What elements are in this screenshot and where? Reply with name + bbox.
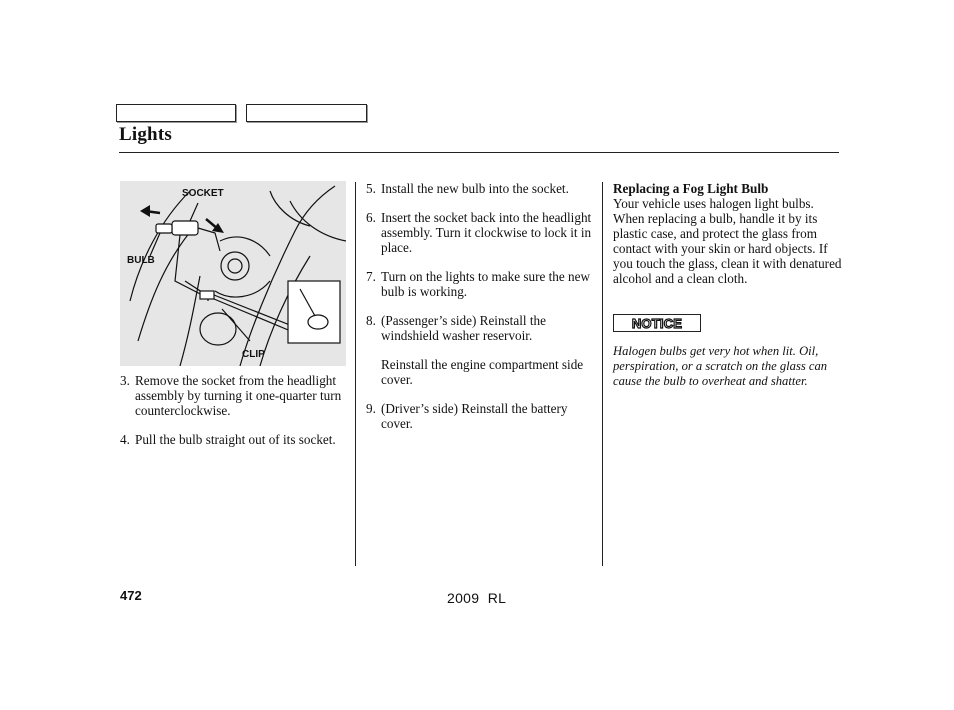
nav-tab-next[interactable] — [246, 104, 367, 122]
clip-label: CLIP — [242, 349, 265, 360]
step-text: Install the new bulb into the socket. — [381, 181, 569, 196]
column-divider-1 — [355, 182, 356, 566]
step-4 — [120, 432, 352, 447]
fog-light-section — [613, 181, 845, 286]
step-number: 3. — [120, 373, 130, 388]
step-number: 6. — [366, 210, 376, 225]
page-number: 472 — [120, 588, 142, 603]
nav-tab-previous[interactable] — [116, 104, 236, 122]
section-body: Your vehicle uses halogen light bulbs. When replacing a bulb, handle it by its plastic case, and protect the glass from contact with your skin or hard objects. If you touch the glass, clean it with denatured alcohol and a clean cloth. — [613, 196, 842, 286]
step-text: Insert the socket back into the headlight assembly. Turn it clockwise to lock it in place. — [381, 210, 592, 255]
section-heading: Replacing a Fog Light Bulb — [613, 181, 769, 196]
step-number: 7. — [366, 269, 376, 284]
steps-column-2 — [366, 181, 598, 445]
step-number: 4. — [120, 432, 130, 447]
step-extra-text: Reinstall the engine compartment side cover. — [381, 357, 584, 387]
step-number: 8. — [366, 313, 376, 328]
step-5 — [366, 181, 598, 196]
notice-warning-text: Halogen bulbs get very hot when lit. Oil, perspiration, or a scratch on the glass can cause the bulb to overheat and shatter. — [613, 344, 828, 388]
step-text: Turn on the lights to make sure the new bulb is working. — [381, 269, 591, 299]
step-text: Pull the bulb straight out of its socket. — [135, 432, 336, 447]
column-divider-2 — [602, 182, 603, 566]
fog-light-illustration — [120, 181, 346, 366]
notice-label: NOTICE — [631, 316, 683, 331]
step-text: (Driver’s side) Reinstall the battery cover. — [381, 401, 568, 431]
bulb-label: BULB — [127, 255, 155, 266]
step-7 — [366, 269, 598, 299]
step-8 — [366, 313, 598, 387]
notice-badge — [613, 314, 701, 332]
step-6 — [366, 210, 598, 255]
page-title: Lights — [119, 124, 172, 145]
footer-model: 2009 RL — [447, 590, 507, 606]
socket-label: SOCKET — [182, 188, 224, 199]
step-3 — [120, 373, 352, 418]
step-9 — [366, 401, 598, 431]
steps-column-1 — [120, 373, 352, 461]
fog-light-drawing — [120, 181, 346, 366]
step-text: (Passenger’s side) Reinstall the windshield washer reservoir. — [381, 313, 546, 343]
step-number: 9. — [366, 401, 376, 416]
title-rule — [119, 152, 839, 153]
step-number: 5. — [366, 181, 376, 196]
step-text: Remove the socket from the headlight assembly by turning it one-quarter turn counterclockwise. — [135, 373, 342, 418]
